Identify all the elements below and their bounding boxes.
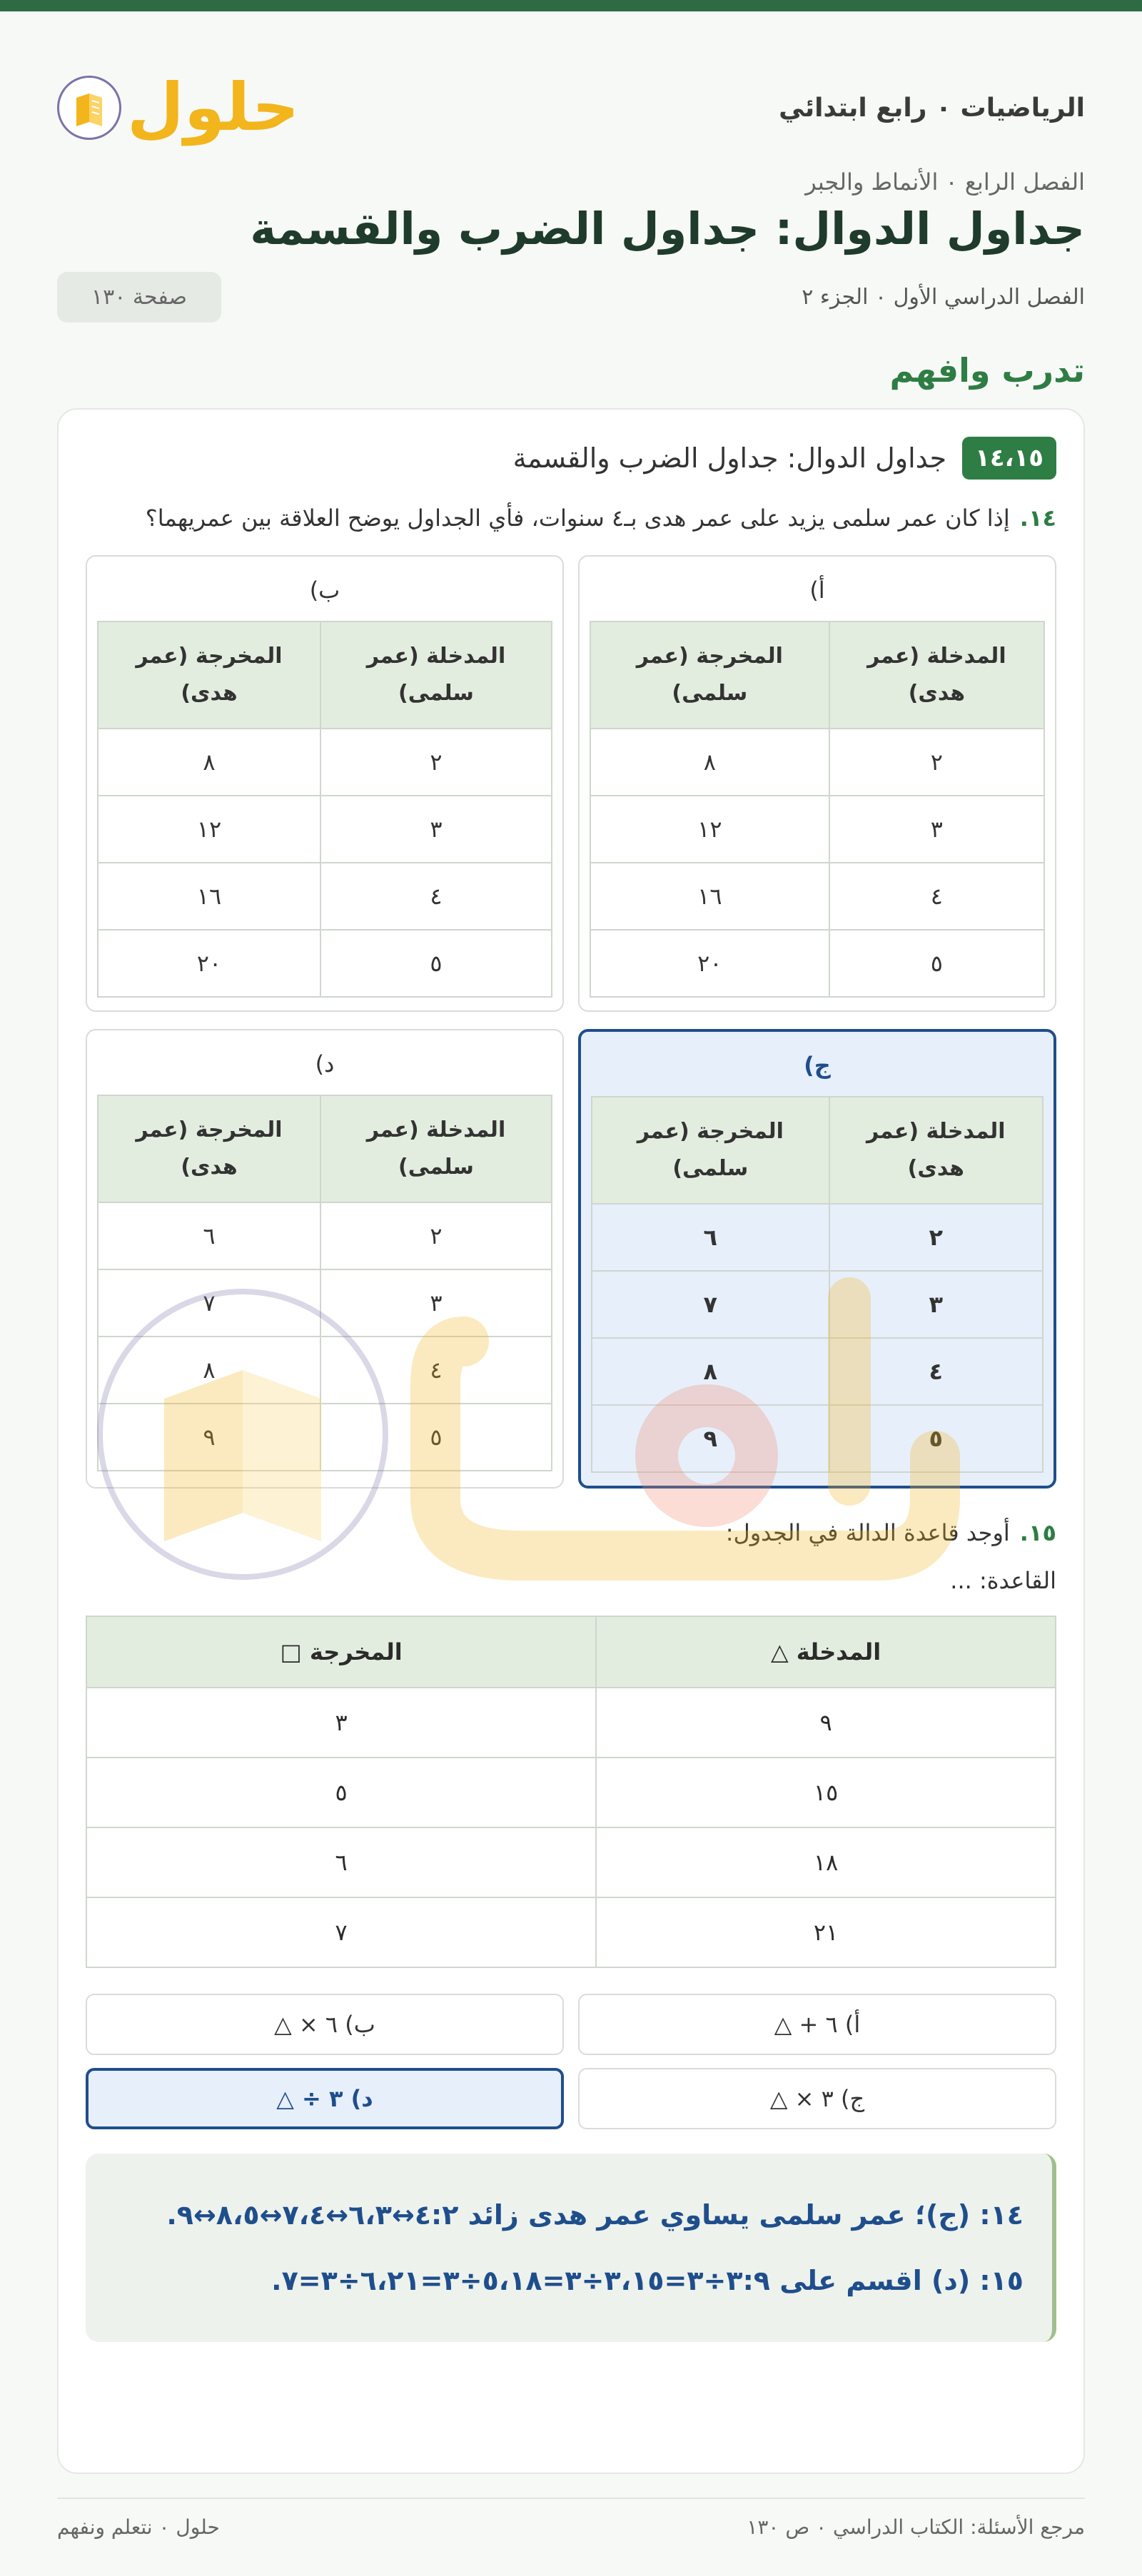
table-cell: ٩: [596, 1688, 1056, 1758]
table-row: [98, 796, 552, 863]
table-cell: ٧: [86, 1897, 596, 1967]
subject-label: الرياضيات ٠ رابع ابتدائي: [779, 93, 1085, 123]
option-c-card[interactable]: [578, 1029, 1056, 1489]
table-row: [590, 796, 1044, 863]
table-header: المخرجة □: [86, 1616, 596, 1688]
site-logo[interactable]: [57, 69, 300, 146]
table-row: [590, 863, 1044, 930]
answer-key-box: [86, 2154, 1056, 2342]
table-cell: ٢١: [596, 1897, 1056, 1967]
choice-a[interactable]: أ) ٦ + △: [578, 1994, 1056, 2055]
table-cell: ٣: [320, 1269, 552, 1337]
choice-d[interactable]: د) ٣ ÷ △: [86, 2068, 564, 2129]
table-header: المدخلة (عمر سلمى): [320, 1095, 552, 1202]
table-cell: ٥: [86, 1758, 596, 1827]
table-cell: ٤: [829, 863, 1044, 930]
table-header: المخرجة (عمر هدى): [98, 1095, 320, 1202]
book-icon: [57, 76, 121, 140]
table-cell: ٤: [829, 1338, 1043, 1405]
table-cell: ١٨: [596, 1827, 1056, 1897]
table-row: [98, 729, 552, 796]
table-cell: ٢: [320, 1202, 552, 1269]
function-table: [97, 621, 552, 998]
page-footer: [57, 2498, 1085, 2555]
table-cell: ٢٠: [590, 930, 829, 997]
table-row: [592, 1338, 1043, 1405]
option-a-card[interactable]: [578, 555, 1056, 1012]
table-header: المدخلة (عمر سلمى): [320, 622, 552, 729]
choice-b[interactable]: ب) ٦ × △: [86, 1994, 564, 2055]
chapter-label: الفصل الرابع ٠ الأنماط والجبر: [805, 168, 1085, 196]
table-cell: ٨: [592, 1338, 829, 1405]
table-row: [86, 1758, 1056, 1827]
table-header: المخرجة (عمر سلمى): [590, 622, 829, 729]
table-cell: ٥: [829, 930, 1044, 997]
answer-14: ١٤: (ج)؛ عمر سلمى يساوي عمر هدى زائد ٤:٢↔٦،٣↔٧،٤↔٨،٥↔٩.: [166, 2199, 1024, 2231]
question-14-options: [86, 555, 1056, 1489]
table-header: المخرجة (عمر هدى): [98, 622, 320, 729]
lesson-number-badge: ١٤،١٥: [962, 437, 1056, 480]
table-header: المدخلة (عمر هدى): [829, 622, 1044, 729]
table-row: [590, 729, 1044, 796]
function-table: [590, 621, 1045, 998]
logo-text: حلول: [127, 69, 300, 146]
table-row: [592, 1271, 1043, 1338]
table-cell: ٧: [98, 1269, 320, 1337]
table-cell: ١٥: [596, 1758, 1056, 1827]
option-label: ب): [309, 577, 340, 604]
question-15-choices: [86, 1994, 1056, 2129]
table-cell: ٢: [829, 1204, 1043, 1271]
choice-c[interactable]: ج) ٣ × △: [578, 2068, 1056, 2129]
table-row: [86, 1688, 1056, 1758]
top-accent-bar: [0, 0, 1142, 11]
question-text: إذا كان عمر سلمى يزيد على عمر هدى بـ٤ سنوات، فأي الجداول يوضح العلاقة بين عمريهما؟: [145, 504, 1010, 532]
table-row: [86, 1897, 1056, 1967]
table-cell: ٥: [320, 930, 552, 997]
table-cell: ٥: [320, 1404, 552, 1471]
exercise-card: [57, 408, 1085, 2474]
table-cell: ٦: [592, 1204, 829, 1271]
table-row: [98, 930, 552, 997]
table-cell: ٨: [590, 729, 829, 796]
table-cell: ١٢: [98, 796, 320, 863]
question-14: [86, 498, 1056, 538]
answer-15: ١٥: (د) اقسم على ٣:٩÷٣=٣،١٥÷٣=٥،١٨÷٣=٦،٢١÷٣=٧.: [271, 2265, 1024, 2296]
table-header: المدخلة △: [596, 1616, 1056, 1688]
table-cell: ٤: [320, 863, 552, 930]
table-cell: ٩: [592, 1405, 829, 1472]
question-text: أوجد قاعدة الدالة في الجدول:: [725, 1519, 1010, 1546]
table-cell: ٨: [98, 1337, 320, 1404]
table-cell: ٢٠: [98, 930, 320, 997]
table-row: [98, 1404, 552, 1471]
table-row: [592, 1405, 1043, 1472]
table-cell: ١٦: [590, 863, 829, 930]
table-row: [592, 1204, 1043, 1271]
table-row: [590, 930, 1044, 997]
rule-blank: القاعدة: ...: [950, 1567, 1056, 1594]
lesson-title: جداول الدوال: جداول الضرب والقسمة: [512, 442, 947, 474]
question-number: ١٥.: [1019, 1519, 1056, 1546]
function-table: [97, 1095, 552, 1471]
table-row: [98, 1269, 552, 1337]
table-cell: ٦: [86, 1827, 596, 1897]
table-cell: ٩: [98, 1404, 320, 1471]
table-header: المخرجة (عمر سلمى): [592, 1097, 829, 1204]
table-row: [98, 1202, 552, 1269]
option-label: د): [315, 1050, 335, 1077]
table-cell: ١٢: [590, 796, 829, 863]
table-cell: ٣: [829, 1271, 1043, 1338]
table-cell: ٢: [320, 729, 552, 796]
footer-brand: حلول ٠ نتعلم ونفهم: [57, 2515, 220, 2539]
question-number: ١٤.: [1019, 504, 1056, 532]
question-15: [86, 1513, 1056, 1553]
option-b-card[interactable]: [86, 555, 564, 1012]
table-cell: ٤: [320, 1337, 552, 1404]
option-d-card[interactable]: [86, 1029, 564, 1489]
page-title: جداول الدوال: جداول الضرب والقسمة: [250, 203, 1085, 255]
option-label: ج): [804, 1052, 831, 1079]
option-label: أ): [809, 577, 825, 604]
function-table: [591, 1096, 1044, 1473]
table-cell: ٣: [320, 796, 552, 863]
table-header: المدخلة (عمر هدى): [829, 1097, 1043, 1204]
page-header: [0, 11, 1142, 154]
page-number-badge: صفحة ١٣٠: [57, 272, 221, 323]
table-cell: ٥: [829, 1405, 1043, 1472]
table-cell: ٨: [98, 729, 320, 796]
table-cell: ١٦: [98, 863, 320, 930]
term-label: الفصل الدراسي الأول ٠ الجزء ٢: [802, 285, 1085, 310]
table-row: [98, 863, 552, 930]
table-cell: ٢: [829, 729, 1044, 796]
table-cell: ٦: [98, 1202, 320, 1269]
footer-source: مرجع الأسئلة: الكتاب الدراسي ٠ ص ١٣٠: [747, 2515, 1085, 2539]
table-row: [86, 1827, 1056, 1897]
table-cell: ٣: [86, 1688, 596, 1758]
function-table-15: [86, 1616, 1056, 1968]
section-heading: تدرب وافهم: [889, 351, 1085, 390]
table-cell: ٧: [592, 1271, 829, 1338]
table-row: [98, 1337, 552, 1404]
table-cell: ٣: [829, 796, 1044, 863]
